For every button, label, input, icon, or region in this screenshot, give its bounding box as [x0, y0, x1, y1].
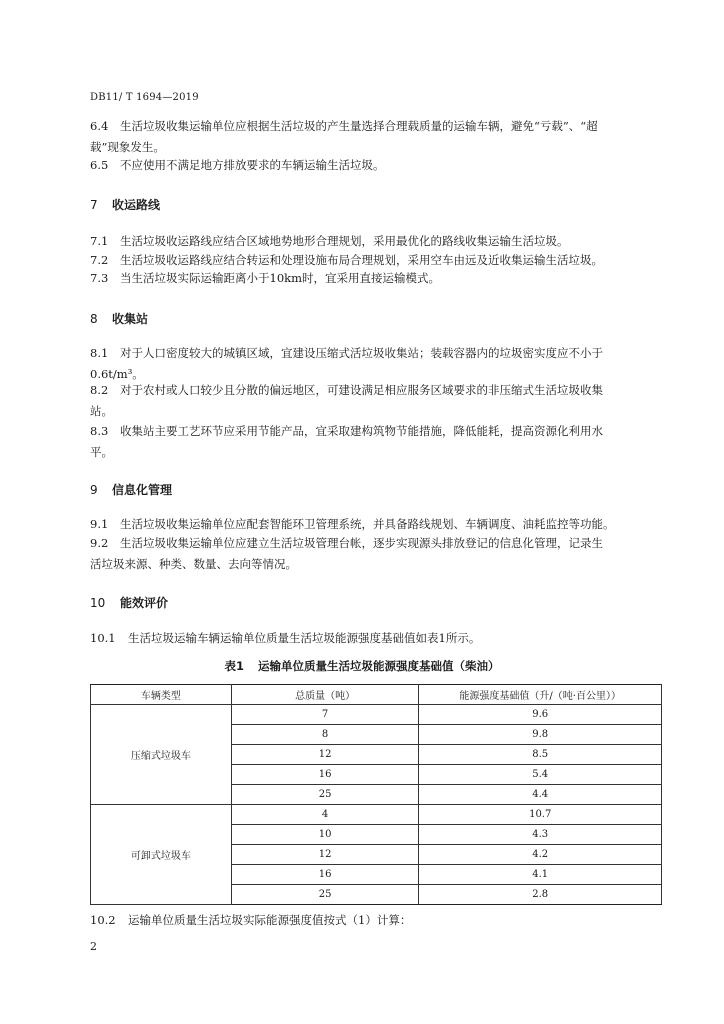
clause-number: 7.3	[90, 271, 109, 285]
clause-text: 生活垃圾收集运输单位应建立生活垃圾管理台帐，逐步实现源头排放登记的信息化管理，记录生	[120, 536, 603, 550]
value-cell: 4.3	[419, 825, 662, 845]
vehicle-type-cell: 压缩式垃圾车	[91, 705, 232, 805]
clause-number: 8.2	[90, 383, 109, 397]
table-caption	[0, 658, 724, 674]
value-cell: 9.8	[419, 725, 662, 745]
clause-text: 不应使用不满足地方排放要求的车辆运输生活垃圾。	[120, 158, 385, 172]
section-number: 10	[90, 596, 106, 610]
clause-10-2	[90, 910, 662, 931]
clause-9-1	[90, 514, 662, 535]
clause-text-continued: 0.6t/m³。	[90, 367, 144, 381]
clause-number: 7.2	[90, 253, 109, 267]
value-cell: 4.4	[419, 785, 662, 805]
clause-text: 当生活垃圾实际运输距离小于10km时，宜采用直接运输模式。	[120, 271, 441, 285]
header-vehicle-type: 车辆类型	[91, 685, 232, 705]
table-caption-title: 运输单位质量生活垃圾能源强度基础值（柴油）	[258, 659, 500, 673]
clause-text: 生活垃圾收运路线应结合区域地势地形合理规划，采用最优化的路线收集运输生活垃圾。	[120, 234, 569, 248]
section-9-heading	[90, 481, 172, 498]
clause-text-continued: 活垃圾来源、种类、数量、去向等情况。	[90, 557, 297, 571]
section-8-heading	[90, 310, 148, 327]
mass-cell: 25	[231, 885, 419, 905]
mass-cell: 16	[231, 765, 419, 785]
mass-cell: 4	[231, 805, 419, 825]
vehicle-type-cell: 可卸式垃圾车	[91, 805, 232, 905]
mass-cell: 7	[231, 705, 419, 725]
section-title: 收集站	[112, 312, 149, 326]
clause-7-1	[90, 231, 662, 252]
clause-text: 运输单位质量生活垃圾实际能源强度值按式（1）计算：	[128, 913, 412, 927]
clause-number: 8.1	[90, 346, 109, 360]
clause-text: 对于农村或人口较少且分散的偏远地区，可建设满足相应服务区域要求的非压缩式生活垃圾收集	[120, 383, 603, 397]
clause-number: 8.3	[90, 424, 109, 438]
mass-cell: 8	[231, 725, 419, 745]
clause-8-3	[90, 421, 662, 463]
clause-text-continued: 站。	[90, 404, 113, 418]
table-header-row	[91, 685, 662, 705]
clause-number: 9.2	[90, 536, 109, 550]
clause-6-4	[90, 116, 662, 158]
value-cell: 10.7	[419, 805, 662, 825]
section-title: 收运路线	[112, 198, 161, 212]
mass-cell: 10	[231, 825, 419, 845]
clause-number: 10.2	[90, 913, 116, 927]
section-10-heading	[90, 594, 168, 611]
value-cell: 9.6	[419, 705, 662, 725]
clause-10-1	[90, 628, 662, 649]
value-cell: 4.1	[419, 865, 662, 885]
clause-text-continued: 载”现象发生。	[90, 140, 165, 154]
clause-8-1	[90, 343, 662, 385]
section-title: 信息化管理	[112, 483, 173, 497]
table-caption-label: 表1	[224, 659, 244, 673]
clause-number: 7.1	[90, 234, 109, 248]
value-cell: 2.8	[419, 885, 662, 905]
page-number: 2	[90, 940, 97, 953]
clause-text: 生活垃圾收集运输单位应根据生活垃圾的产生量选择合理载质量的运输车辆，避免“亏载”、“超	[120, 119, 598, 133]
value-cell: 5.4	[419, 765, 662, 785]
table-row	[91, 805, 662, 825]
clause-number: 10.1	[90, 631, 116, 645]
clause-number: 6.4	[90, 119, 109, 133]
clause-text: 生活垃圾收集运输单位应配套智能环卫管理系统，并具备路线规划、车辆调度、油耗监控等功能。	[120, 517, 615, 531]
mass-cell: 16	[231, 865, 419, 885]
clause-text: 生活垃圾运输车辆运输单位质量生活垃圾能源强度基础值如表1所示。	[128, 631, 481, 645]
clause-text: 对于人口密度较大的城镇区域，宜建设压缩式活垃圾收集站；装载容器内的垃圾密实度应不小于	[120, 346, 603, 360]
header-total-mass: 总质量（吨）	[231, 685, 419, 705]
section-7-heading	[90, 196, 160, 213]
clause-8-2	[90, 380, 662, 422]
mass-cell: 12	[231, 845, 419, 865]
clause-6-5	[90, 155, 662, 176]
mass-cell: 12	[231, 745, 419, 765]
clause-text: 生活垃圾收运路线应结合转运和处理设施布局合理规划，采用空车由远及近收集运输生活垃圾。	[120, 253, 603, 267]
clause-7-3	[90, 268, 662, 289]
clause-9-2	[90, 533, 662, 575]
energy-intensity-table	[90, 684, 662, 905]
table-row	[91, 705, 662, 725]
section-number: 9	[90, 483, 98, 497]
standard-code-header: DB11/ T 1694—2019	[90, 92, 199, 103]
section-number: 8	[90, 312, 98, 326]
value-cell: 8.5	[419, 745, 662, 765]
mass-cell: 25	[231, 785, 419, 805]
clause-text-continued: 平。	[90, 445, 113, 459]
clause-number: 6.5	[90, 158, 109, 172]
clause-number: 9.1	[90, 517, 109, 531]
header-energy-base: 能源强度基础值（升/（吨·百公里））	[419, 685, 662, 705]
section-number: 7	[90, 198, 98, 212]
clause-text: 收集站主要工艺环节应采用节能产品，宜采取建构筑物节能措施，降低能耗，提高资源化利用水	[120, 424, 603, 438]
section-title: 能效评价	[120, 596, 169, 610]
value-cell: 4.2	[419, 845, 662, 865]
